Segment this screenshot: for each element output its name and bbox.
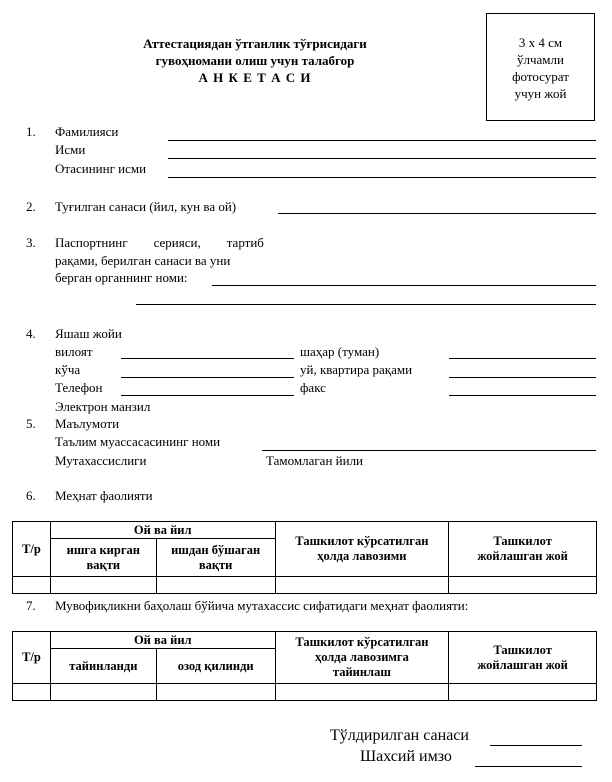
col-location-header-2 [449, 632, 597, 684]
table-cell[interactable] [50, 684, 156, 701]
passport-field-1[interactable] [212, 285, 596, 286]
fax-label: факс [300, 380, 326, 395]
col-location-line2: жойлашган жой [477, 549, 568, 563]
section-6-number: 6. [26, 488, 36, 503]
table-cell[interactable] [449, 577, 597, 594]
surname-field[interactable] [168, 140, 596, 141]
photo-line1: 3 х 4 см [518, 35, 563, 50]
table-cell[interactable] [275, 684, 449, 701]
passport-label-line1: Паспортнинг серияси, тартиб [55, 235, 264, 250]
col-position-header [275, 522, 449, 577]
col-hired-line2: вақти [86, 557, 121, 572]
form-title-line1: Аттестациядан ўтганлик тўғрисидаги [143, 36, 367, 51]
col-location2-line2: жойлашган жой [477, 657, 568, 672]
passport-field-2[interactable] [136, 304, 596, 305]
form-title [100, 35, 410, 86]
passport-label-line2: рақами, берилган санаси ва уни [55, 253, 231, 268]
assessment-work-title: Мувофиқликни баҳолаш бўйича мутахассис сифатидаги меҳнат фаолияти: [55, 598, 469, 613]
assessment-work-table [12, 631, 597, 701]
photo-line4: учун жой [514, 86, 567, 101]
specialty-label: Мутахассислиги [55, 453, 147, 468]
col-location2-line1: Ташкилот [493, 642, 552, 657]
col-dismissed-line2: вақти [198, 557, 233, 572]
section-2-number: 2. [26, 199, 36, 214]
work-history-table [12, 521, 597, 594]
signature-field[interactable] [475, 766, 582, 767]
col-position2-line1: Ташкилот кўрсатилган [295, 635, 429, 649]
form-title-line3: А Н К Е Т А С И [198, 70, 312, 85]
photo-placeholder [486, 13, 595, 121]
photo-line3: фотосурат [512, 69, 569, 84]
col-position2-line2: ҳолда лавозимга [314, 650, 409, 664]
section-1-number: 1. [26, 124, 36, 139]
street-label: кўча [55, 362, 81, 377]
table-cell[interactable] [156, 684, 275, 701]
col-date-header-2: Ой ва йил [50, 632, 275, 649]
name-label: Исми [55, 142, 86, 157]
education-title: Маълумоти [55, 416, 120, 431]
col-dismissed-line1: ишдан бўшаган [171, 542, 261, 557]
section-7-number: 7. [26, 598, 36, 613]
graduation-year-label: Тамомлаган йили [266, 453, 364, 468]
patronymic-label: Отасининг исми [55, 161, 147, 176]
col-released-header: озод қилинди [156, 649, 275, 684]
institution-label: Таълим муассасасининг номи [55, 434, 221, 449]
photo-line2: ўлчамли [517, 52, 564, 67]
col-location-line1: Ташкилот [493, 534, 552, 548]
table-cell[interactable] [275, 577, 449, 594]
section-4-number: 4. [26, 326, 36, 341]
fax-field[interactable] [449, 395, 596, 396]
street-field[interactable] [121, 377, 294, 378]
section-5-number: 5. [26, 416, 36, 431]
col-appointed-header: тайинланди [50, 649, 156, 684]
form-title-line2: гувоҳномани олиш учун талабгор [155, 53, 355, 68]
table-cell[interactable] [13, 684, 51, 701]
phone-label: Телефон [55, 380, 103, 395]
residence-title: Яшаш жойи [55, 326, 122, 341]
signature-label: Шахсий имзо [360, 748, 452, 765]
region-label: вилоят [55, 344, 93, 359]
col-dismissed-header [156, 539, 275, 577]
city-field[interactable] [449, 358, 596, 359]
name-field[interactable] [168, 158, 596, 159]
col-position-line1: Ташкилот кўрсатилган [295, 534, 429, 548]
work-history-title: Меҳнат фаолияти [55, 488, 153, 503]
table-cell[interactable] [13, 577, 51, 594]
table-row [13, 684, 597, 701]
patronymic-field[interactable] [168, 177, 596, 178]
birth-date-label: Туғилган санаси (йил, кун ва ой) [55, 199, 237, 214]
col-hired-line1: ишга кирган [66, 542, 140, 557]
city-label: шаҳар (туман) [300, 344, 380, 359]
birth-date-field[interactable] [278, 213, 596, 214]
house-field[interactable] [449, 377, 596, 378]
col-hired-header [50, 539, 156, 577]
surname-label: Фамилияси [55, 124, 119, 139]
table-cell[interactable] [50, 577, 156, 594]
col-position-line2: ҳолда лавозими [317, 549, 407, 563]
col-location-header [449, 522, 597, 577]
institution-field[interactable] [262, 450, 596, 451]
region-field[interactable] [121, 358, 294, 359]
filled-date-label: Тўлдирилган санаси [330, 727, 469, 744]
house-label: уй, квартира рақами [300, 362, 413, 377]
phone-field[interactable] [121, 395, 294, 396]
col-position-header-2 [275, 632, 449, 684]
col-position2-line3: тайинлаш [332, 665, 391, 679]
email-label: Электрон манзил [55, 399, 151, 414]
col-date-header: Ой ва йил [50, 522, 275, 539]
table-cell[interactable] [156, 577, 275, 594]
passport-label-line3: берган органнинг номи: [55, 270, 188, 285]
section-3-number: 3. [26, 235, 36, 250]
table-row [13, 577, 597, 594]
col-number-header: Т/р [13, 522, 51, 577]
table-cell[interactable] [449, 684, 597, 701]
filled-date-field[interactable] [490, 745, 582, 746]
col-number-header-2: Т/р [13, 632, 51, 684]
